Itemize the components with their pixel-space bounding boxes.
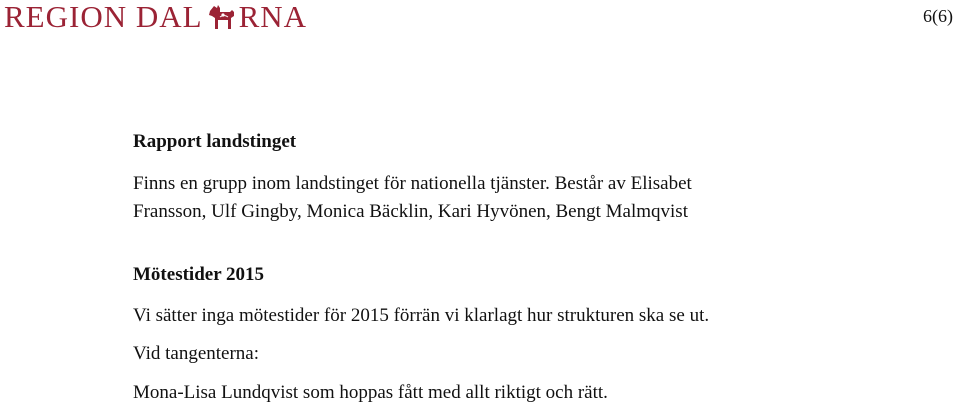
region-dalarna-logo [4,0,307,34]
paragraph-line-2: Fransson, Ulf Gingby, Monica Bäcklin, Kari Hyvönen, Bengt Malmqvist [133,201,688,222]
paragraph-line-3: Vi sätter inga mötestider för 2015 förrän vi klarlagt hur strukturen ska se ut. [133,305,710,326]
paragraph-line-5: Mona-Lisa Lundqvist som hoppas fått med allt riktigt och rätt. [133,382,608,403]
section-heading-motestider: Mötestider 2015 [133,264,265,285]
paragraph-line-1: Finns en grupp inom landstinget för nationella tjänster. Består av Elisabet [133,173,692,194]
logo-text-right: RNA [238,0,308,34]
paragraph-line-4: Vid tangenterna: [133,343,260,364]
section-heading-rapport: Rapport landstinget [133,131,297,152]
page-number: 6(6) [923,6,953,26]
dala-horse-icon [204,2,238,32]
logo-text-left: REGION DAL [4,0,203,34]
